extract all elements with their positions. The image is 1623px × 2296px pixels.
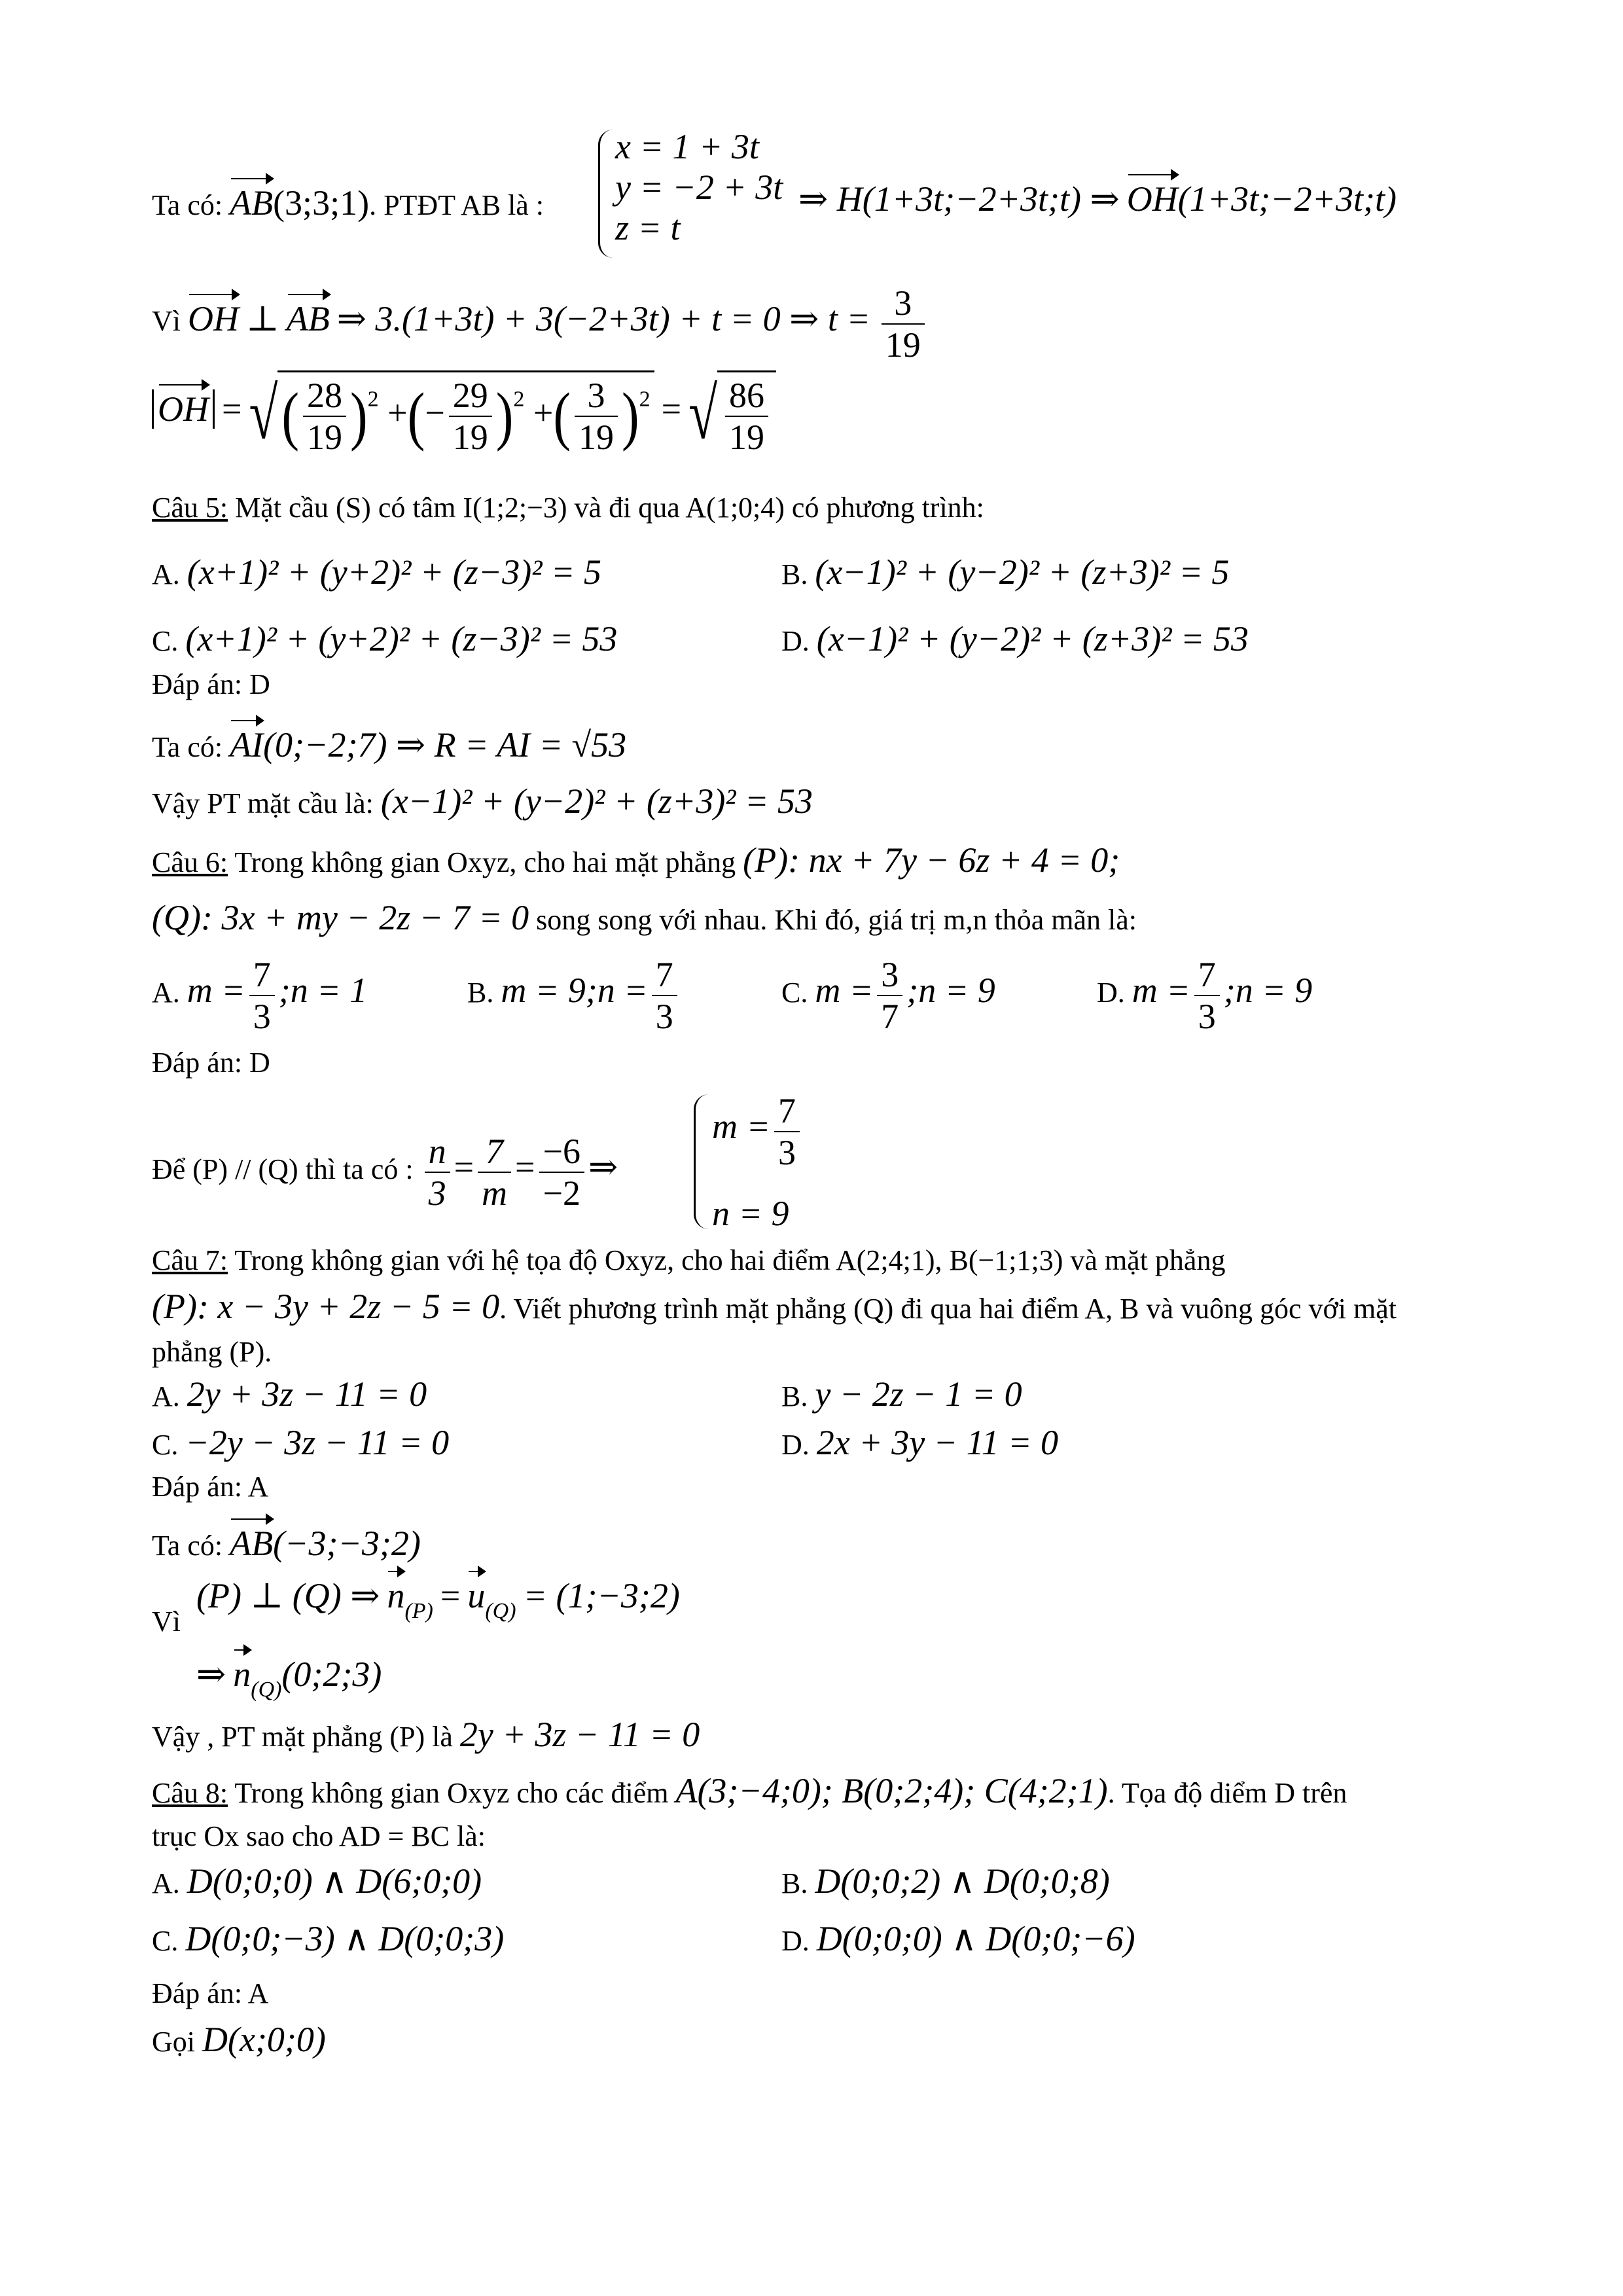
q6-d-post: ;n = 9 <box>1223 971 1313 1011</box>
perp-symbol: ⊥ <box>246 299 279 339</box>
q8-sol1-text: Gọi <box>152 2026 195 2058</box>
system-z: z = t <box>615 208 681 247</box>
r-den: 19 <box>729 418 764 457</box>
q6-brace <box>694 1094 709 1229</box>
q7-d-text: 2x + 3y − 11 = 0 <box>816 1423 1059 1462</box>
q8-b-label: B. <box>781 1867 808 1899</box>
q6-option-c <box>781 954 995 1037</box>
q6-sys-m-num: 7 <box>774 1090 800 1132</box>
q6-s-m2: −2 <box>543 1174 580 1213</box>
q6-b-num: 7 <box>652 954 677 996</box>
q6-s-m: m <box>482 1174 508 1213</box>
q8-c-label: C. <box>152 1925 179 1957</box>
q7-b-label: B. <box>781 1380 808 1412</box>
q7-sol1-label: Ta có: <box>152 1530 223 1562</box>
q6-answer: Đáp án: D <box>152 1047 270 1079</box>
q7-sol3-eq: 2y + 3z − 11 = 0 <box>459 1715 700 1754</box>
q7-stem1-text: Trong không gian với hệ tọa độ Oxyz, cho hai điểm A(2;4;1), B(−1;1;3) và mặt phẳng <box>228 1244 1226 1276</box>
q7-vi: Vì <box>152 1605 181 1638</box>
q7-eq: = <box>440 1576 461 1615</box>
h-point: ⇒ H(1+3t;−2+3t;t) ⇒ <box>798 179 1120 219</box>
q6-c-label: C. <box>781 977 808 1009</box>
q7-stem-1 <box>152 1244 1225 1278</box>
q7-label: Câu 7: <box>152 1244 228 1276</box>
q7-option-d <box>781 1422 1058 1464</box>
q6-sys-m-eq: m = <box>712 1107 770 1147</box>
oh-coords: (1+3t;−2+3t;t) <box>1177 179 1397 219</box>
q6-frac-n3 <box>425 1131 450 1213</box>
q6-c-pre: m = <box>815 971 874 1011</box>
perp-equation: ⇒ 3.(1+3t) + 3(−2+3t) + t = 0 ⇒ t = <box>336 299 870 339</box>
q6-stem2-text: song song với nhau. Khi đó, giá trị m,n thỏa mãn là: <box>529 904 1137 936</box>
vector-n-q-sub: (Q) <box>251 1677 282 1702</box>
q6-eq-2: = <box>515 1147 535 1187</box>
q6-a-pre: m = <box>187 971 245 1011</box>
q7-solution-2a <box>196 1564 680 1625</box>
vector-n-p-sub: (P) <box>404 1599 433 1623</box>
f3 <box>575 375 618 457</box>
oh-abs <box>152 389 215 429</box>
q6-c-num: 3 <box>877 954 902 996</box>
q7-d-label: D. <box>781 1429 810 1461</box>
vector-ab-q7: AB <box>230 1512 273 1565</box>
q7-c-label: C. <box>152 1429 179 1461</box>
intro-h-implication <box>798 168 1397 221</box>
vector-ab: AB <box>230 171 273 224</box>
q6-d-pre: m = <box>1132 971 1190 1011</box>
q6-a-post: ;n = 1 <box>278 971 368 1011</box>
q8-option-a <box>152 1860 482 1903</box>
q5-option-a <box>152 551 601 594</box>
vector-oh-abs: OH <box>158 378 209 431</box>
f3-den: 19 <box>578 418 614 457</box>
q5-b-text: (x−1)² + (y−2)² + (z+3)² = 5 <box>815 552 1230 592</box>
q7-b-text: y − 2z − 1 = 0 <box>815 1374 1022 1414</box>
q6-label: Câu 6: <box>152 846 228 878</box>
q6-b-den: 3 <box>655 997 673 1037</box>
q8-option-c <box>152 1918 504 1960</box>
q7-option-b <box>781 1373 1022 1416</box>
q6-s-7: 7 <box>478 1131 511 1173</box>
q6-implies: ⇒ <box>588 1147 618 1187</box>
q6-c-post: ;n = 9 <box>906 971 995 1011</box>
t-num: 3 <box>882 283 925 325</box>
sqrt-sign-2: √ <box>688 373 717 455</box>
q8-a-label: A. <box>152 1867 180 1899</box>
q6-solution <box>152 1131 618 1213</box>
vector-n-p: n <box>387 1564 404 1617</box>
sqrt-result <box>717 370 776 457</box>
q5-a-text: (x+1)² + (y+2)² + (z−3)² = 5 <box>187 552 601 592</box>
q7-stem-3: phẳng (P). <box>152 1336 272 1368</box>
intro-oh-length <box>152 370 776 457</box>
q5-option-b <box>781 551 1229 594</box>
q8-answer: Đáp án: A <box>152 1977 269 2009</box>
q7-a-label: A. <box>152 1380 180 1412</box>
q5-c-label: C. <box>152 625 179 657</box>
q6-c-den: 7 <box>881 997 899 1037</box>
q7-solution-3 <box>152 1713 700 1756</box>
system-x: x = 1 + 3t <box>615 127 759 166</box>
q6-plane-p: (P): nx + 7y − 6z + 4 = 0; <box>743 840 1120 880</box>
t-den: 19 <box>885 325 921 365</box>
q5-stem-text: Mặt cầu (S) có tâm I(1;2;−3) và đi qua A(1;0;4) có phương trình: <box>228 492 984 524</box>
q7-option-a <box>152 1373 427 1416</box>
sqrt-sign: √ <box>249 373 278 455</box>
q8-stem-1 <box>152 1770 1347 1812</box>
q6-stem-2 <box>152 897 1137 939</box>
q7-c-text: −2y − 3z − 11 = 0 <box>185 1423 450 1462</box>
f1-num: 28 <box>303 375 346 417</box>
q5-b-label: B. <box>781 558 808 590</box>
q6-b-frac <box>652 954 677 1037</box>
q5-label: Câu 5: <box>152 492 228 524</box>
q6-frac-7m <box>478 1131 511 1213</box>
q6-d-label: D. <box>1097 977 1125 1009</box>
vector-ai: AI <box>230 713 263 766</box>
q8-stem-2: trục Ox sao cho AD = BC là: <box>152 1820 486 1852</box>
q6-option-a <box>152 954 367 1037</box>
q5-a-label: A. <box>152 558 180 590</box>
r-num: 86 <box>725 375 768 417</box>
q6-s-m6: −6 <box>539 1131 584 1173</box>
q7-a-text: 2y + 3z − 11 = 0 <box>187 1374 427 1414</box>
vector-oh-perp: OH <box>188 287 239 340</box>
q6-d-frac <box>1194 954 1220 1037</box>
q6-stem1-text: Trong không gian Oxyz, cho hai mặt phẳng <box>228 846 736 878</box>
q6-c-frac <box>877 954 902 1037</box>
vector-oh: OH <box>1127 168 1178 221</box>
f2-den: 19 <box>452 418 488 457</box>
f2-num: 29 <box>449 375 492 417</box>
q8-a-text: D(0;0;0) ∧ D(6;0;0) <box>187 1861 482 1901</box>
q6-s-n: n <box>425 1131 450 1173</box>
q8-d-text: D(0;0;0) ∧ D(0;0;−6) <box>816 1919 1135 1958</box>
intro-label: Ta có: <box>152 189 223 221</box>
q8-label: Câu 8: <box>152 1777 228 1809</box>
brace <box>598 130 613 258</box>
vector-ab-perp: AB <box>287 287 330 340</box>
oh-equals: = <box>222 389 242 429</box>
q8-option-d <box>781 1918 1135 1960</box>
q6-eq-1: = <box>454 1147 474 1187</box>
vector-u-q: u <box>467 1564 485 1617</box>
q6-d-den: 3 <box>1198 997 1216 1037</box>
q8-solution-1 <box>152 2018 326 2061</box>
q6-a-frac <box>249 954 275 1037</box>
q7-implies: ⇒ <box>196 1655 226 1694</box>
q5-sol1-rest: (0;−2;7) ⇒ R = AI = √53 <box>263 725 627 764</box>
q7-perp-post: = (1;−3;2) <box>523 1576 680 1615</box>
q6-a-num: 7 <box>249 954 275 996</box>
q6-a-den: 3 <box>253 997 271 1037</box>
q5-stem <box>152 491 984 526</box>
q7-nq-coords: (0;2;3) <box>281 1655 382 1694</box>
q6-b-pre: m = 9;n = <box>501 971 648 1011</box>
vi-label: Vì <box>152 305 181 338</box>
q6-option-d <box>1097 954 1312 1037</box>
q5-sol2-eq: (x−1)² + (y−2)² + (z+3)² = 53 <box>380 781 813 821</box>
q7-answer: Đáp án: A <box>152 1471 269 1503</box>
q6-b-label: B. <box>467 977 494 1009</box>
sqrt-body: ( $\frac{28}{19}$ )$^2$ +(− $\frac{29}{19}$ )$^2$ +( $\frac{3}{19}$ )$^2$ <box>277 370 654 457</box>
f1-den: 19 <box>307 418 343 457</box>
q6-sol-text: Để (P) // (Q) thì ta có : <box>152 1153 414 1186</box>
q5-solution-2 <box>152 780 813 823</box>
f3-num: 3 <box>575 375 618 417</box>
q6-sys-m <box>712 1090 804 1173</box>
q6-option-b <box>467 954 681 1037</box>
f2 <box>449 375 492 457</box>
q5-d-text: (x−1)² + (y−2)² + (z+3)² = 53 <box>816 619 1249 658</box>
vector-n-q: n <box>233 1643 251 1696</box>
oh-result-equals: = <box>661 389 682 429</box>
q8-points: A(3;−4;0); B(0;2;4); C(4;2;1) <box>675 1771 1108 1810</box>
f1 <box>303 375 346 457</box>
vector-u-q-sub: (Q) <box>485 1599 516 1623</box>
q6-stem-1 <box>152 839 1120 882</box>
q5-answer: Đáp án: D <box>152 668 270 700</box>
q8-d-label: D. <box>781 1925 810 1957</box>
system-y: y = −2 + 3t <box>615 168 783 207</box>
q7-sol1-rest: (−3;−3;2) <box>273 1524 421 1563</box>
t-fraction <box>882 283 925 365</box>
q7-plane-p: (P): x − 3y + 2z − 5 = 0 <box>152 1287 500 1326</box>
q8-sol1-eq: D(x;0;0) <box>202 2020 326 2059</box>
q7-option-c <box>152 1422 449 1464</box>
q5-sol2-text: Vậy PT mặt cầu là: <box>152 787 374 819</box>
q6-sys-frac <box>774 1090 800 1173</box>
ptdt-text: . PTĐT AB là : <box>369 189 544 221</box>
intro-perp-line <box>152 283 929 365</box>
q5-sol1-label: Ta có: <box>152 731 223 763</box>
q7-stem-2 <box>152 1285 1397 1328</box>
q6-sys-m-den: 3 <box>777 1133 796 1173</box>
q8-stem1-post: . Tọa độ diểm D trên <box>1107 1777 1347 1809</box>
intro-line-ab <box>152 171 544 224</box>
q7-sol3-text: Vậy , PT mặt phẳng (P) là <box>152 1721 453 1753</box>
q7-perp-pre: (P) ⊥ (Q) ⇒ <box>196 1576 380 1615</box>
q6-frac-62 <box>539 1131 584 1213</box>
q8-b-text: D(0;0;2) ∧ D(0;0;8) <box>815 1861 1110 1901</box>
q7-solution-1 <box>152 1512 421 1565</box>
q5-d-label: D. <box>781 625 810 657</box>
ab-coords: (3;3;1) <box>273 183 370 223</box>
q8-c-text: D(0;0;−3) ∧ D(0;0;3) <box>185 1919 505 1958</box>
q8-option-b <box>781 1860 1110 1903</box>
q6-d-num: 7 <box>1194 954 1220 996</box>
r-frac <box>725 375 768 457</box>
q5-option-d <box>781 618 1249 660</box>
q6-sys-n: n = 9 <box>712 1194 789 1233</box>
q6-s-3: 3 <box>428 1174 446 1213</box>
q7-stem2-text: . Viết phương trình mặt phẳng (Q) đi qua hai điểm A, B và vuông góc với mặt <box>499 1293 1397 1325</box>
q5-c-text: (x+1)² + (y+2)² + (z−3)² = 53 <box>185 619 618 658</box>
q7-solution-2b <box>196 1643 382 1704</box>
q8-stem1-text: Trong không gian Oxyz cho các điểm <box>228 1777 669 1809</box>
q5-solution-1 <box>152 713 626 766</box>
q6-a-label: A. <box>152 977 180 1009</box>
q6-plane-q: (Q): 3x + my − 2z − 7 = 0 <box>152 898 529 937</box>
q5-option-c <box>152 618 617 660</box>
